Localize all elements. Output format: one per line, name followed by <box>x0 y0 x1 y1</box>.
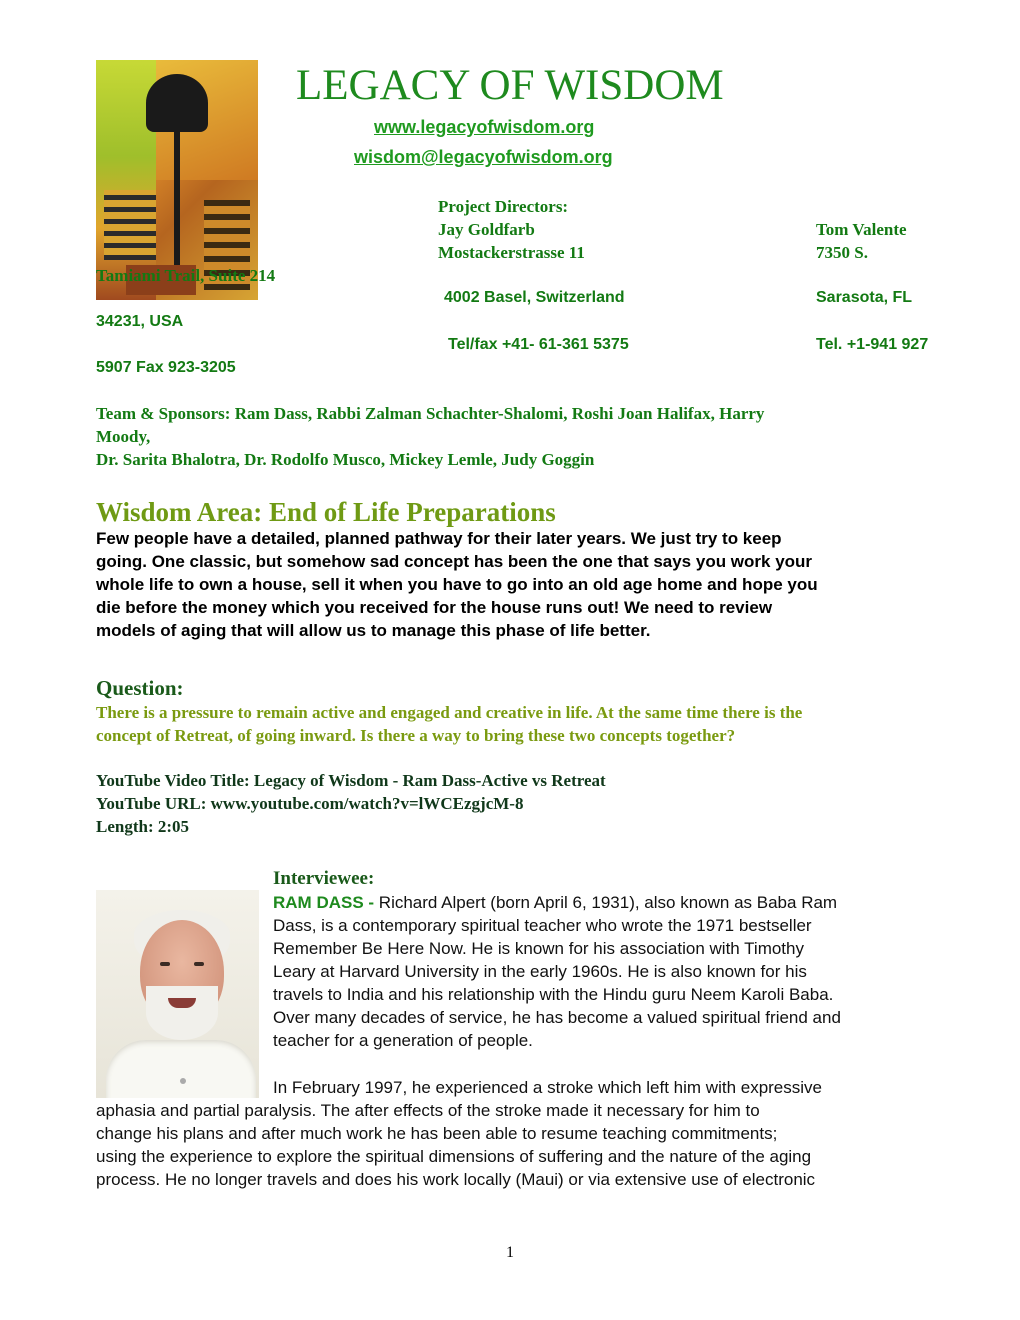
bio-p2-line: In February 1997, he experienced a stroke which left him with expressive <box>273 1078 822 1097</box>
video-url: YouTube URL: www.youtube.com/watch?v=lWCEzgjcM-8 <box>96 794 524 813</box>
video-title: YouTube Video Title: Legacy of Wisdom - Ram Dass-Active vs Retreat <box>96 771 606 790</box>
email-link[interactable]: wisdom@legacyofwisdom.org <box>354 147 613 167</box>
bio-p2-line: process. He no longer travels and does his work locally (Maui) or via extensive use of electronic <box>96 1170 816 1189</box>
video-length: Length: 2:05 <box>96 817 190 836</box>
team-line-3: Dr. Sarita Bhalotra, Dr. Rodolfo Musco, Mickey Lemle, Judy Goggin <box>96 450 595 469</box>
director-tel-1: Tel/fax +41- 61-361 5375 <box>448 336 629 353</box>
bio-line: travels to India and his relationship with the Hindu guru Neem Karoli Baba. <box>273 985 834 1004</box>
question-line-2: concept of Retreat, of going inward. Is there a way to bring these two concepts together? <box>96 726 736 745</box>
directors-label: Project Directors: <box>438 197 569 216</box>
header-artwork-image <box>96 60 258 300</box>
team-line-1: Team & Sponsors: Ram Dass, Rabbi Zalman Schachter-Shalomi, Roshi Joan Halifax, Harry <box>96 404 765 423</box>
bio-p2-line: aphasia and partial paralysis. The after effects of the stroke made it necessary for him to <box>96 1101 760 1120</box>
director-city-2-cont: 34231, USA <box>96 313 184 330</box>
director-street-1: Mostackerstrasse 11 <box>438 243 585 262</box>
wisdom-area-line: die before the money which you received for the house runs out! We need to review <box>96 598 773 617</box>
director-name-2: Tom Valente <box>816 220 907 239</box>
bio-line: Over many decades of service, he has become a valued spiritual friend and <box>273 1008 841 1027</box>
wisdom-area-line: Few people have a detailed, planned pathway for their later years. We just try to keep <box>96 529 782 548</box>
director-tel-2: Tel. +1-941 927 <box>816 336 929 353</box>
wisdom-area-line: going. One classic, but somehow sad concept has been the one that says you work your <box>96 552 813 571</box>
director-street-2: 7350 S. <box>816 243 868 262</box>
page-title: LEGACY OF WISDOM <box>296 62 724 109</box>
bio-p2-line: change his plans and after much work he has been able to resume teaching commitments; <box>96 1124 778 1143</box>
question-line-1: There is a pressure to remain active and engaged and creative in life. At the same time there is the <box>96 703 803 722</box>
bio-line: Leary at Harvard University in the early 1960s. He is also known for his <box>273 962 807 981</box>
director-name-1: Jay Goldfarb <box>438 220 535 239</box>
team-line-2: Moody, <box>96 427 151 446</box>
director-tel-2-cont: 5907 Fax 923-3205 <box>96 359 236 376</box>
interviewee-name: RAM DASS - <box>273 893 375 912</box>
bio-p2-line: using the experience to explore the spiritual dimensions of suffering and the nature of the aging <box>96 1147 812 1166</box>
director-street-2-cont: Tamiami Trail, Suite 214 <box>96 266 276 285</box>
interviewee-label: Interviewee: <box>273 868 375 889</box>
ram-dass-photo <box>96 890 259 1098</box>
page-number: 1 <box>506 1244 514 1261</box>
question-label: Question: <box>96 676 184 700</box>
bio-line: Dass, is a contemporary spiritual teacher who wrote the 1971 bestseller <box>273 916 812 935</box>
director-city-2: Sarasota, FL <box>816 289 913 306</box>
bio-line-1: RAM DASS - Richard Alpert (born April 6, 1931), also known as Baba Ram <box>273 893 838 912</box>
bio-line: teacher for a generation of people. <box>273 1031 533 1050</box>
bio-line: Remember Be Here Now. He is known for his association with Timothy <box>273 939 804 958</box>
wisdom-area-line: whole life to own a house, sell it when you have to go into an old age home and hope you <box>96 575 818 594</box>
wisdom-area-heading: Wisdom Area: End of Life Preparations <box>96 497 556 527</box>
director-city-1: 4002 Basel, Switzerland <box>444 289 625 306</box>
website-link[interactable]: www.legacyofwisdom.org <box>374 117 595 137</box>
wisdom-area-line: models of aging that will allow us to manage this phase of life better. <box>96 621 651 640</box>
